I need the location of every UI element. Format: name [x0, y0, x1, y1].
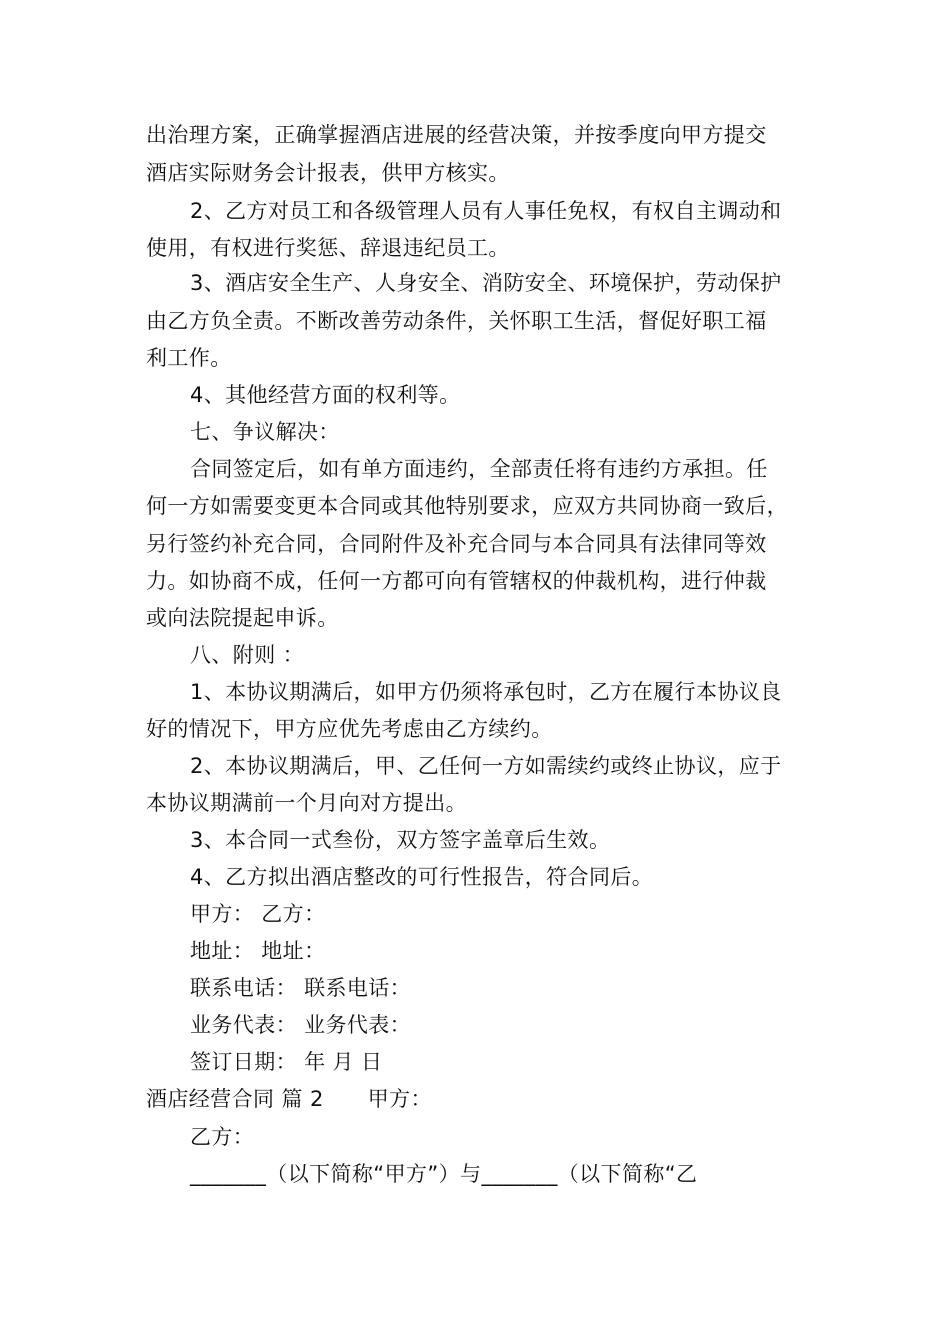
- body-text-line: 另行签约补充合同，合同附件及补充合同与本合同具有法律同等效: [146, 532, 767, 556]
- body-text-line: 或向法院提起申诉。: [146, 606, 339, 630]
- body-text-line: 3、酒店安全生产、人身安全、消防安全、环境保护，劳动保护: [190, 271, 782, 295]
- section2-party-a: 甲方：: [367, 1087, 432, 1111]
- body-text-line: 力。如协商不成，任何一方都可向有管辖权的仲裁机构，进行仲裁: [146, 569, 767, 593]
- body-text-line: 利工作。: [146, 346, 232, 370]
- signature-line-date: 签订日期： 年 月 日: [190, 1050, 383, 1074]
- section-heading: 七、争议解决：: [190, 420, 340, 444]
- signature-line-address: 地址： 地址：: [190, 939, 326, 963]
- body-text-line: 酒店实际财务会计报表，供甲方核实。: [146, 161, 510, 185]
- signature-line-party: 甲方： 乙方：: [190, 902, 326, 926]
- body-text-line: 出治理方案，正确掌握酒店进展的经营决策，并按季度向甲方提交: [146, 123, 767, 147]
- body-text-line: 4、其他经营方面的权利等。: [190, 383, 461, 407]
- section-heading: 八、附则 ：: [190, 643, 305, 667]
- body-text-line: 使用，有权进行奖惩、辞退违纪员工。: [146, 236, 510, 260]
- section2-party-b: 乙方：: [190, 1125, 255, 1149]
- section2-heading-line: [146, 1084, 432, 1114]
- body-text-line: 由乙方负全责。不断改善劳动条件，关怀职工生活，督促好职工福: [146, 309, 767, 333]
- body-text-line: 合同签定后，如有单方面违约，全部责任将有违约方承担。任: [190, 457, 768, 481]
- body-text-line: 2、乙方对员工和各级管理人员有人事任免权，有权自主调动和: [190, 199, 782, 223]
- signature-line-phone: 联系电话： 联系电话：: [190, 976, 412, 1000]
- signature-line-representative: 业务代表： 业务代表：: [190, 1013, 412, 1037]
- section2-intro-line: _______（以下简称“甲方”）与_______（以下简称“乙: [190, 1162, 698, 1186]
- body-text-line: 本协议期满前一个月向对方提出。: [146, 791, 467, 815]
- section2-heading: 酒店经营合同 篇 2: [146, 1087, 324, 1111]
- body-text-line: 1、本协议期满后，如甲方仍须将承包时，乙方在履行本协议良: [190, 680, 782, 704]
- body-text-line: 2、本协议期满后，甲、乙任何一方如需续约或终止协议，应于: [190, 754, 782, 778]
- body-text-line: 何一方如需要变更本合同或其他特别要求，应双方共同协商一致后，: [146, 494, 788, 518]
- body-text-line: 好的情况下，甲方应优先考虑由乙方续约。: [146, 717, 553, 741]
- body-text-line: 3、本合同一式叁份，双方签字盖章后生效。: [190, 828, 611, 852]
- body-text-line: 4、乙方拟出酒店整改的可行性报告，符合同后。: [190, 865, 654, 889]
